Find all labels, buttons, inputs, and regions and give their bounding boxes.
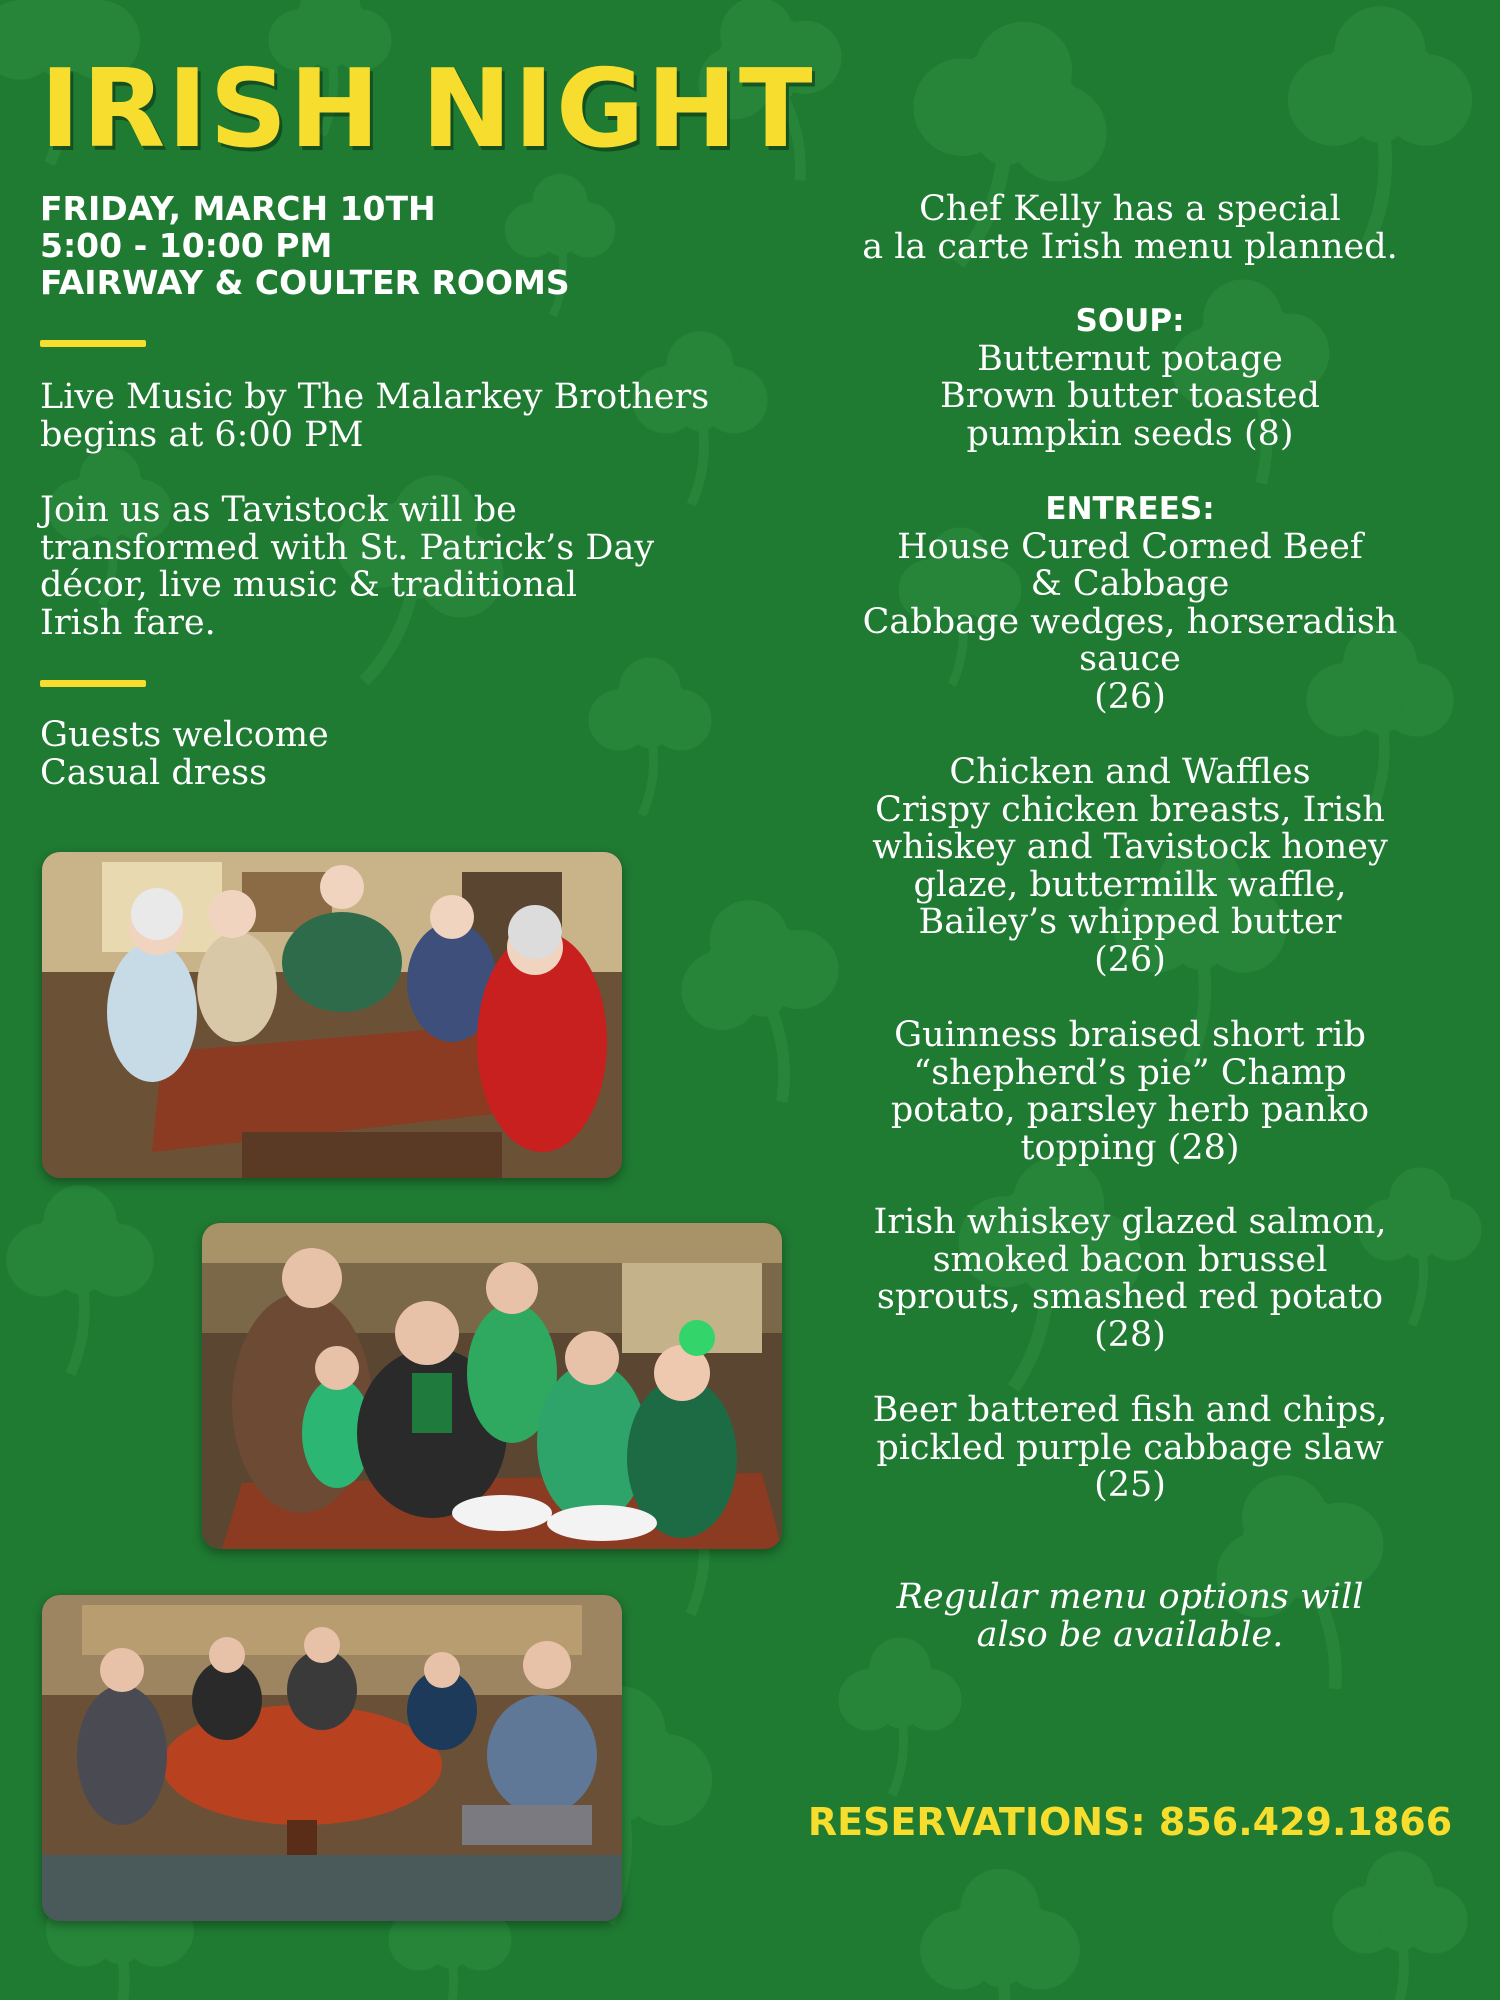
entree-line: Crispy chicken breasts, Irish: [875, 789, 1385, 830]
entree-line: Guinness braised short rib: [894, 1015, 1366, 1055]
menu-intro-line: a la carte Irish menu planned.: [862, 226, 1398, 267]
join-us-text: [40, 492, 654, 642]
live-music-text: [40, 379, 709, 454]
entree-line: pickled purple cabbage slaw: [876, 1427, 1384, 1468]
soup-item-line: Brown butter toasted: [940, 376, 1320, 416]
entree-line: glaze, buttermilk waffle,: [913, 864, 1347, 905]
event-date: FRIDAY, MARCH 10TH: [40, 189, 436, 228]
note-line: Regular menu options will: [896, 1577, 1364, 1617]
entree-price: (28): [1094, 1314, 1166, 1355]
entree-line: & Cabbage: [1030, 564, 1230, 604]
join-line: Join us as Tavistock will be: [40, 490, 517, 530]
reservations-phone[interactable]: RESERVATIONS: 856.429.1866: [807, 1800, 1453, 1844]
entree-item-fish-chips: [840, 1392, 1420, 1505]
soup-heading: SOUP:: [1075, 303, 1185, 339]
entree-price: (26): [1094, 939, 1166, 980]
photo-dinner-table-group-1: [42, 852, 622, 1178]
event-details: [40, 190, 570, 301]
entree-line: potato, parsley herb panko: [890, 1090, 1370, 1130]
join-line: Irish fare.: [40, 602, 216, 643]
entree-line: Beer battered fish and chips,: [872, 1390, 1388, 1430]
event-location: FAIRWAY & COULTER ROOMS: [40, 263, 570, 302]
event-title: IRISH NIGHT: [40, 47, 815, 172]
soup-item-line: pumpkin seeds (8): [966, 413, 1294, 454]
entree-line: sprouts, smashed red potato: [876, 1277, 1384, 1317]
soup-item-line: Butternut potage: [977, 338, 1283, 379]
photo-family-group-2: [202, 1223, 782, 1549]
entree-price: (26): [1094, 676, 1166, 717]
menu-intro: [840, 191, 1420, 266]
join-line: transformed with St. Patrick’s Day: [40, 527, 655, 568]
regular-menu-note: [840, 1579, 1420, 1654]
entree-line: sauce: [1079, 639, 1181, 679]
entree-line: House Cured Corned Beef: [897, 526, 1363, 567]
music-line: Live Music by The Malarkey Brothers: [40, 377, 710, 417]
entree-line: Cabbage wedges, horseradish: [862, 601, 1398, 642]
music-line: begins at 6:00 PM: [40, 414, 364, 455]
entree-line: Chicken and Waffles: [949, 752, 1311, 792]
guest-info: [40, 717, 329, 792]
dress-code: Casual dress: [40, 752, 268, 793]
note-line: also be available.: [976, 1614, 1284, 1655]
entree-price: (25): [1094, 1465, 1166, 1505]
menu-intro-line: Chef Kelly has a special: [919, 189, 1341, 229]
soup-section: [840, 303, 1420, 453]
join-line: décor, live music & traditional: [40, 565, 578, 605]
entree-line: Bailey’s whipped butter: [918, 902, 1342, 942]
entree-item-salmon: [840, 1204, 1420, 1354]
entree-line: topping (28): [1020, 1127, 1240, 1168]
entree-line: “shepherd’s pie” Champ: [913, 1052, 1347, 1093]
entree-item-short-rib: [840, 1017, 1420, 1167]
photo-round-table-group-3: [42, 1595, 622, 1921]
entree-line: smoked bacon brussel: [932, 1239, 1328, 1280]
entrees-heading: ENTREES:: [1045, 491, 1215, 527]
entree-item-corned-beef: [840, 526, 1420, 717]
divider-rule-1: [40, 340, 146, 347]
entrees-section: [840, 491, 1420, 716]
entree-item-chicken-waffles: [840, 754, 1420, 979]
entree-line: Irish whiskey glazed salmon,: [873, 1202, 1387, 1242]
entree-line: whiskey and Tavistock honey: [872, 827, 1388, 867]
event-time: 5:00 - 10:00 PM: [40, 226, 333, 265]
guests-welcome: Guests welcome: [40, 715, 329, 755]
divider-rule-2: [40, 680, 146, 687]
